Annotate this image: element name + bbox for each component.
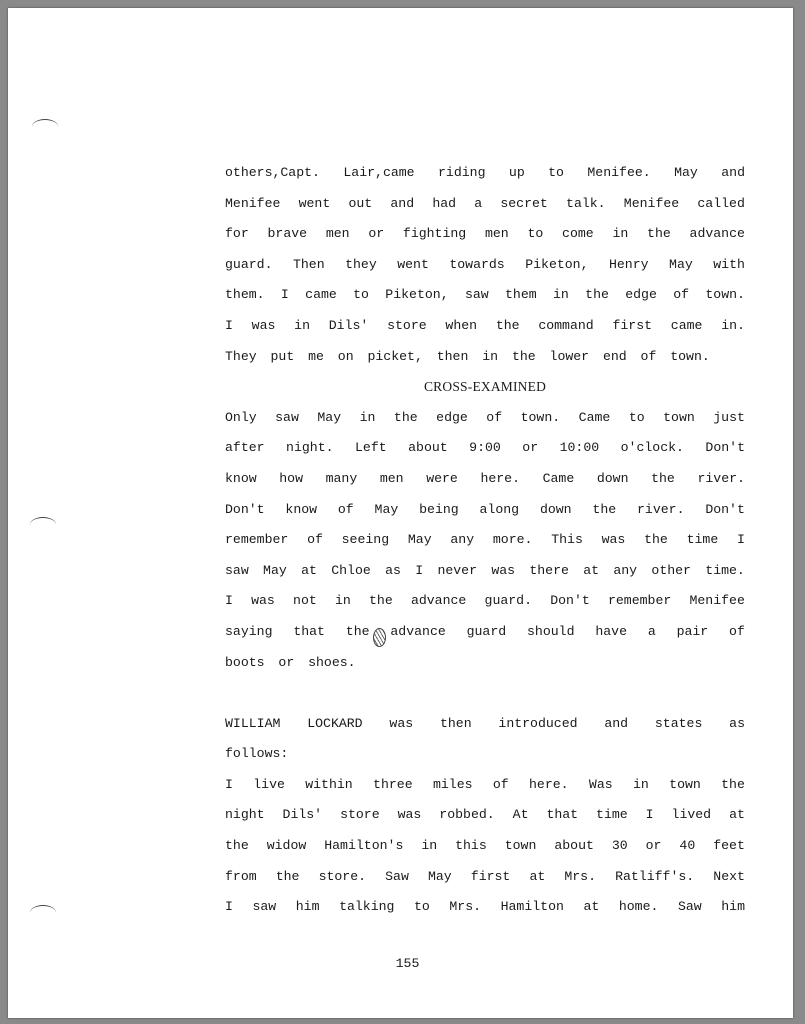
text-line: remember of seeing May any more. This was the time I (225, 532, 745, 548)
text-line: guard. Then they went towards Piketon, Henry May with (225, 256, 745, 272)
text-line: after night. Left about 9:00 or 10:00 o'clock. Don't (225, 440, 745, 456)
text-line: saying that the advance guard should have a pair of (225, 623, 745, 639)
text-line: Menifee went out and had a secret talk. Menifee called (225, 195, 745, 211)
punch-hole-mark (30, 905, 56, 920)
punch-hole-mark (32, 119, 58, 134)
text-line: others,Capt. Lair,came riding up to Menifee. May and (225, 165, 745, 180)
text-line: I was not in the advance guard. Don't remember Menifee (225, 593, 745, 609)
document-body (225, 158, 745, 923)
punch-hole-mark (30, 517, 56, 532)
text-line: them. I came to Piketon, saw them in the edge of town. (225, 287, 745, 303)
text-line: for brave men or fighting men to come in the advance (225, 226, 745, 242)
text-line: I live within three miles of here. Was in town the (225, 776, 745, 792)
text-line: follows: (225, 746, 289, 762)
page-number: 155 (395, 956, 420, 971)
text-line: from the store. Saw May first at Mrs. Ratliff's. Next (225, 868, 745, 884)
text-line: boots or shoes. (225, 654, 356, 670)
text-line: Only saw May in the edge of town. Came to town just (225, 409, 745, 425)
text-line: night Dils' store was robbed. At that time I lived at (225, 807, 745, 823)
text-line: I saw him talking to Mrs. Hamilton at home. Saw him (225, 899, 745, 915)
section-heading: CROSS-EXAMINED (423, 379, 547, 395)
ink-correction-mark (373, 628, 386, 647)
document-page (8, 8, 793, 1018)
text-line: saw May at Chloe as I never was there at any other time. (225, 562, 745, 578)
blank-line (225, 678, 745, 709)
text-line: They put me on picket, then in the lower end of town. (225, 348, 710, 364)
text-line: I was in Dils' store when the command first came in. (225, 317, 745, 333)
text-line: know how many men were here. Came down the river. (225, 470, 745, 486)
text-line: the widow Hamilton's in this town about 30 or 40 feet (225, 838, 745, 854)
text-line: WILLIAM LOCKARD was then introduced and states as (225, 715, 745, 731)
text-line: Don't know of May being along down the river. Don't (225, 501, 745, 517)
